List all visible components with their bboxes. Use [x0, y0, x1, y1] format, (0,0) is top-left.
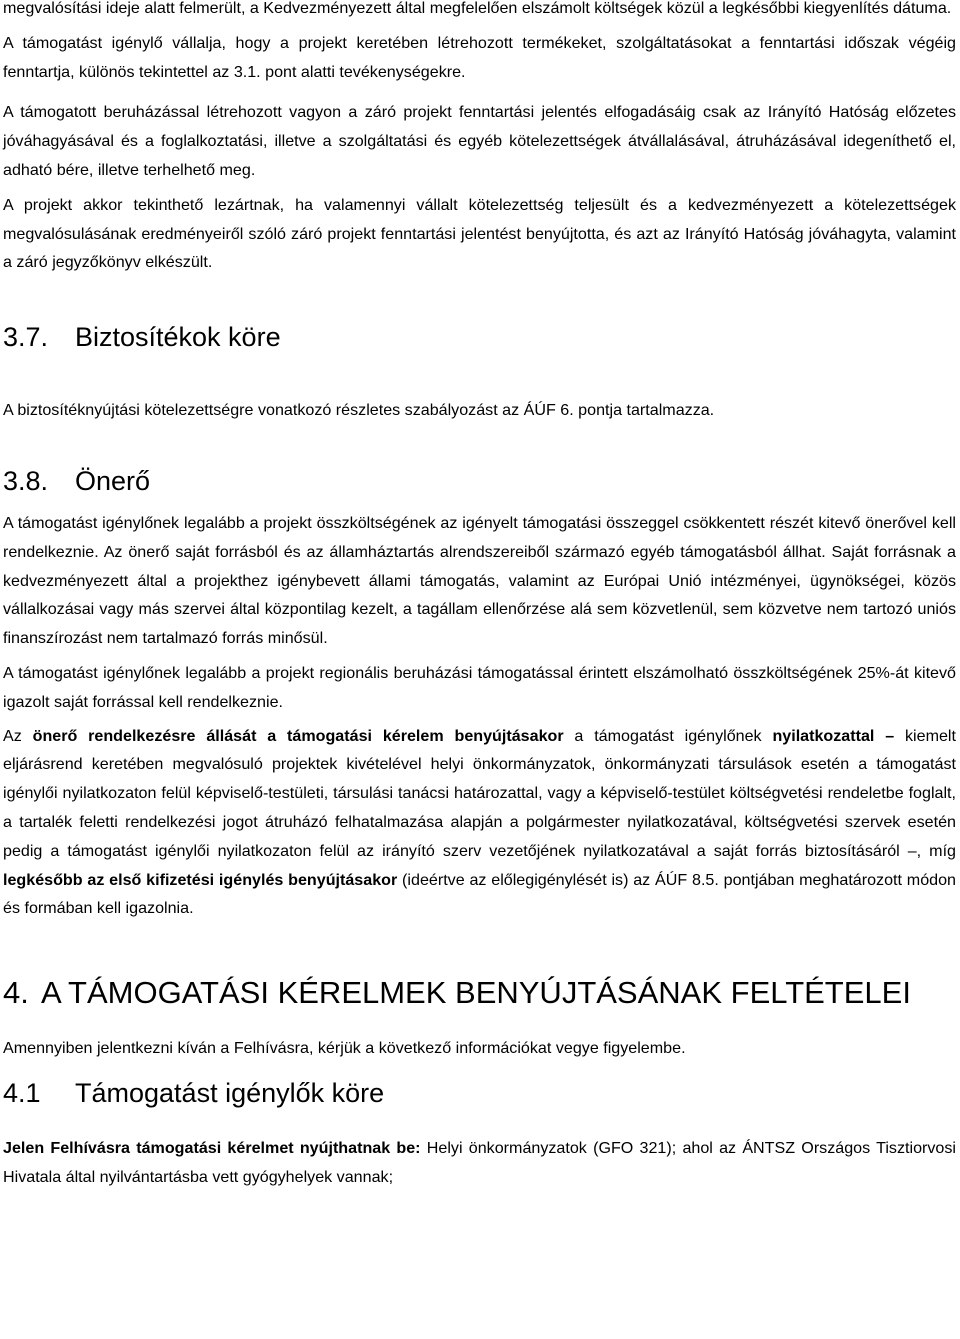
paragraph-application-intro: Amennyiben jelentkezni kíván a Felhívásra, kérjük a következő információkat vegye figyelembe. [3, 1039, 686, 1058]
chapter-title: A TÁMOGATÁSI KÉRELMEK BENYÚJTÁSÁNAK FELTÉTELEI [41, 975, 911, 1011]
paragraph-settlement-date: megvalósítási ideje alatt felmerült, a Kedvezményezett által megfelelően elszámolt költségek közül a legkésőbbi kiegyenlítés dátuma. [3, 0, 952, 17]
chapter-heading-4 [3, 975, 956, 1011]
section-number: 3.8. [3, 465, 49, 496]
bold-run: nyilatkozattal – [772, 726, 895, 745]
paragraph-own-contribution-percentage: A támogatást igénylőnek legalább a projekt regionális beruházási támogatással érintett elszámolható összköltségének 25%-át kitevő igazolt saját forrással kell rendelkeznie. [3, 663, 956, 711]
text-run: a támogatást igénylőnek [563, 726, 773, 745]
section-title: Támogatást igénylők köre [75, 1077, 385, 1108]
section-title: Önerő [75, 465, 151, 496]
text-run: (ideértve az előlegigénylését is) az ÁÚF 8.5. pontjában meghatározott módon és formában kell igazolnia. [3, 870, 956, 918]
paragraph-maintenance-commitment: A támogatást igénylő vállalja, hogy a projekt keretében létrehozott termékeket, szolgáltatásokat a fenntartási időszak végéig fenntartja, különös tekintettel az 3.1. pont alatti tevékenységekre. [3, 33, 956, 81]
section-heading-3-7 [3, 321, 956, 353]
section-number: 3.7. [3, 322, 49, 353]
section-number: 4.1 [3, 1077, 41, 1108]
paragraph-own-contribution-declaration [3, 722, 956, 924]
section-heading-4-1 [3, 1077, 956, 1109]
paragraph-asset-disposal: A támogatott beruházással létrehozott vagyon a záró projekt fenntartási jelentés elfogadásáig csak az Irányító Hatóság előzetes jóváhagyásával és a foglalkoztatási, illetve a szolgáltatási és egyéb kötelezettségek átvállalásával, átruházásával idegeníthető el, adható bére, illetve terhelhető meg. [3, 103, 956, 179]
section-heading-3-8 [3, 465, 956, 497]
paragraph-eligible-applicants [3, 1134, 956, 1192]
paragraph-guarantees: A biztosítéknyújtási kötelezettségre vonatkozó részletes szabályozást az ÁÚF 6. pontja tartalmazza. [3, 401, 715, 420]
paragraph-project-closure: A projekt akkor tekinthető lezártnak, ha valamennyi vállalt kötelezettség teljesült és a kedvezményezett a kötelezettségek megvalósulásának eredményeiről szóló záró projekt fenntartási jelentést benyújtotta, és azt az Irányító Hatóság jóváhagyta, valamint a záró jegyzőkönyv elkészült. [3, 195, 956, 272]
text-run: Helyi önkormányzatok (GFO 321); ahol az ÁNTSZ Országos Tisztiorvosi Hivatala által nyilvántartásba vett gyógyhelyek vannak; [3, 1138, 956, 1186]
bold-run: legkésőbb az első kifizetési igénylés benyújtásakor [3, 870, 398, 889]
section-title: Biztosítékok köre [75, 322, 281, 353]
text-run: kiemelt eljárásrend keretében megvalósuló projektek kivételével helyi önkormányzatok, önkormányzati társulások esetén a támogatást igénylői nyilatkozaton felül képviselő-testületi, társulási tanácsi határozattal, vagy a képviselő-testület költségvetési rendeletbe foglalt, a tartalék feletti rendelkezési jogot átruházó felhatalmazása alapján a polgármester nyilatkozatával, költségvetési szervek esetén pedig a támogatást igénylői nyilatkozaton felül az irányító szerv vezetőjének nyilatkozatával a saját forrás biztosításáról –, míg [3, 726, 956, 860]
bold-run: önerő rendelkezésre állását a támogatási kérelem benyújtásakor [32, 726, 564, 745]
bold-run: Jelen Felhívásra támogatási kérelmet nyújthatnak be: [3, 1138, 421, 1157]
paragraph-own-contribution: A támogatást igénylőnek legalább a projekt összköltségének az igényelt támogatási összeggel csökkentett részét kitevő önerővel kell rendelkeznie. Az önerő saját forrásból és az államháztartás alrendszereiből származó egyéb támogatásból állhat. Saját forrásnak a kedvezményezett által a projekthez igénybevett állami támogatás, valamint az Európai Unió intézményei, ügynökségei, közös vállalkozásai vagy más szervei által központilag kezelt, a tagállam ellenőrzése alá sem közvetlenül, sem közvetve nem tartozó uniós finanszírozást nem tartalmazó forrás minősül. [3, 513, 956, 648]
chapter-number: 4. [3, 975, 29, 1011]
text-run: Az [3, 726, 33, 745]
